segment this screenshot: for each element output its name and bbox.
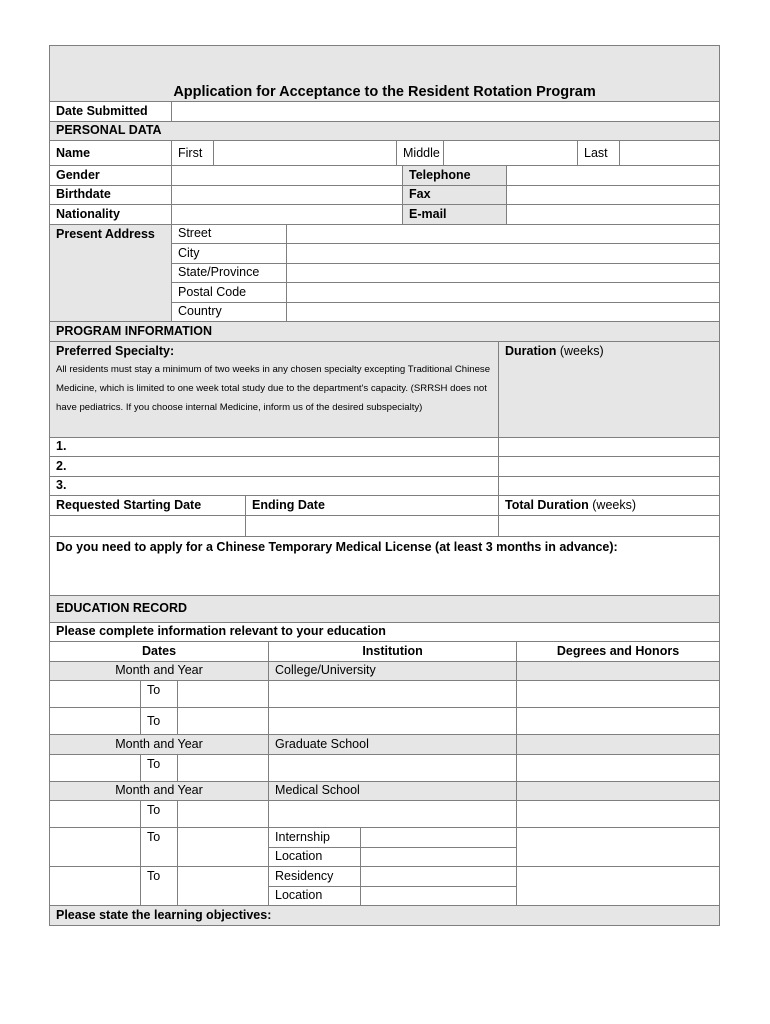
nationality-field[interactable] <box>172 205 403 225</box>
college-from-field[interactable] <box>50 681 141 708</box>
birthdate-label: Birthdate <box>50 185 172 205</box>
graduate-month-year-label: Month and Year <box>50 735 269 755</box>
total-duration-weeks: (weeks) <box>588 497 637 512</box>
college2-degree-field[interactable] <box>517 708 720 735</box>
duration-1-field[interactable] <box>499 437 720 457</box>
graduate-institution-field[interactable] <box>269 754 517 781</box>
email-label: E-mail <box>403 205 507 225</box>
residency-location-field[interactable] <box>361 886 517 906</box>
duration-3-field[interactable] <box>499 476 720 496</box>
duration-2-field[interactable] <box>499 457 720 477</box>
fax-field[interactable] <box>507 185 720 205</box>
country-label: Country <box>172 302 287 322</box>
address-table <box>49 224 720 323</box>
residency-location-label: Location <box>269 886 361 906</box>
internship-location-label: Location <box>269 847 361 867</box>
total-duration-field[interactable] <box>499 515 720 536</box>
education-table <box>49 641 720 926</box>
college2-to-field[interactable] <box>178 708 269 735</box>
state-field[interactable] <box>287 263 720 283</box>
medical-from-field[interactable] <box>50 801 141 828</box>
college-degree-field[interactable] <box>517 681 720 708</box>
internship-field[interactable] <box>361 828 517 848</box>
internship-to-label: To <box>141 828 178 867</box>
start-date-label: Requested Starting Date <box>50 496 246 516</box>
city-label: City <box>172 244 287 264</box>
graduate-degree-header-cell <box>517 735 720 755</box>
internship-location-field[interactable] <box>361 847 517 867</box>
name-label: Name <box>50 141 172 166</box>
medical-degree-field[interactable] <box>517 801 720 828</box>
last-label: Last <box>578 141 620 166</box>
degrees-header: Degrees and Honors <box>517 642 720 662</box>
program-table <box>49 321 720 642</box>
personal-data-header: PERSONAL DATA <box>50 121 720 141</box>
college-month-year-label: Month and Year <box>50 661 269 681</box>
birthdate-field[interactable] <box>172 185 403 205</box>
postal-label: Postal Code <box>172 283 287 303</box>
first-name-field[interactable] <box>214 141 397 166</box>
medical-month-year-label: Month and Year <box>50 781 269 801</box>
license-question[interactable]: Do you need to apply for a Chinese Temporary Medical License (at least 3 months in advance): <box>50 536 720 595</box>
internship-to-field[interactable] <box>178 828 269 867</box>
preferred-specialty-label: Preferred Specialty: <box>56 343 175 358</box>
specialty-3[interactable]: 3. <box>50 476 499 496</box>
duration-weeks: (weeks) <box>556 343 604 358</box>
city-field[interactable] <box>287 244 720 264</box>
medical-institution-field[interactable] <box>269 801 517 828</box>
internship-from-field[interactable] <box>50 828 141 867</box>
residency-from-field[interactable] <box>50 867 141 906</box>
medical-to-field[interactable] <box>178 801 269 828</box>
residency-to-label: To <box>141 867 178 906</box>
postal-field[interactable] <box>287 283 720 303</box>
residency-to-field[interactable] <box>178 867 269 906</box>
personal-table <box>49 45 720 166</box>
present-address-label: Present Address <box>50 224 172 322</box>
end-date-field[interactable] <box>246 515 499 536</box>
specialty-note-cell <box>50 341 499 437</box>
date-submitted-field[interactable] <box>172 102 720 122</box>
telephone-field[interactable] <box>507 166 720 186</box>
specialty-2[interactable]: 2. <box>50 457 499 477</box>
college2-institution-field[interactable] <box>269 708 517 735</box>
internship-degree-field[interactable] <box>517 828 720 867</box>
specialty-1[interactable]: 1. <box>50 437 499 457</box>
date-submitted-label: Date Submitted <box>50 102 172 122</box>
gender-field[interactable] <box>172 166 403 186</box>
graduate-to-label: To <box>141 754 178 781</box>
graduate-from-field[interactable] <box>50 754 141 781</box>
middle-label: Middle <box>397 141 444 166</box>
telephone-label: Telephone <box>403 166 507 186</box>
form-title: Application for Acceptance to the Resident Rotation Program <box>50 46 720 102</box>
dates-header: Dates <box>50 642 269 662</box>
graduate-degree-field[interactable] <box>517 754 720 781</box>
program-info-header: PROGRAM INFORMATION <box>50 322 720 342</box>
internship-label: Internship <box>269 828 361 848</box>
fax-label: Fax <box>403 185 507 205</box>
total-duration-label: Total Duration <box>505 497 589 512</box>
learning-objectives-label: Please state the learning objectives: <box>50 906 720 926</box>
college-to-label: To <box>141 681 178 708</box>
total-duration-header <box>499 496 720 516</box>
residency-field[interactable] <box>361 867 517 887</box>
duration-label: Duration <box>505 343 557 358</box>
graduate-label: Graduate School <box>269 735 517 755</box>
nationality-label: Nationality <box>50 205 172 225</box>
college-label: College/University <box>269 661 517 681</box>
application-form <box>49 45 719 926</box>
duration-header <box>499 341 720 437</box>
medical-label: Medical School <box>269 781 517 801</box>
medical-to-label: To <box>141 801 178 828</box>
email-field[interactable] <box>507 205 720 225</box>
street-label: Street <box>172 224 287 244</box>
specialty-note: All residents must stay a minimum of two weeks in any chosen specialty excepting Traditional Chinese Medicine, which is limited to one week total study due to the department's capacity. (SRRSH does not have pediatrics. If you choose internal Medicine, inform us of the desired subspecialty) <box>56 363 491 413</box>
country-field[interactable] <box>287 302 720 322</box>
college-degree-header-cell <box>517 661 720 681</box>
last-name-field[interactable] <box>620 141 720 166</box>
education-instruction: Please complete information relevant to your education <box>50 622 720 642</box>
first-label: First <box>172 141 214 166</box>
institution-header: Institution <box>269 642 517 662</box>
education-record-header: EDUCATION RECORD <box>50 595 720 622</box>
college-to-field[interactable] <box>178 681 269 708</box>
college2-to-label: To <box>141 708 178 735</box>
college2-from-field[interactable] <box>50 708 141 735</box>
residency-degree-field[interactable] <box>517 867 720 906</box>
contact-table <box>49 165 720 225</box>
college-institution-field[interactable] <box>269 681 517 708</box>
residency-label: Residency <box>269 867 361 887</box>
gender-label: Gender <box>50 166 172 186</box>
state-label: State/Province <box>172 263 287 283</box>
end-date-label: Ending Date <box>246 496 499 516</box>
graduate-to-field[interactable] <box>178 754 269 781</box>
middle-name-field[interactable] <box>444 141 578 166</box>
street-field[interactable] <box>287 224 720 244</box>
start-date-field[interactable] <box>50 515 246 536</box>
medical-degree-header-cell <box>517 781 720 801</box>
